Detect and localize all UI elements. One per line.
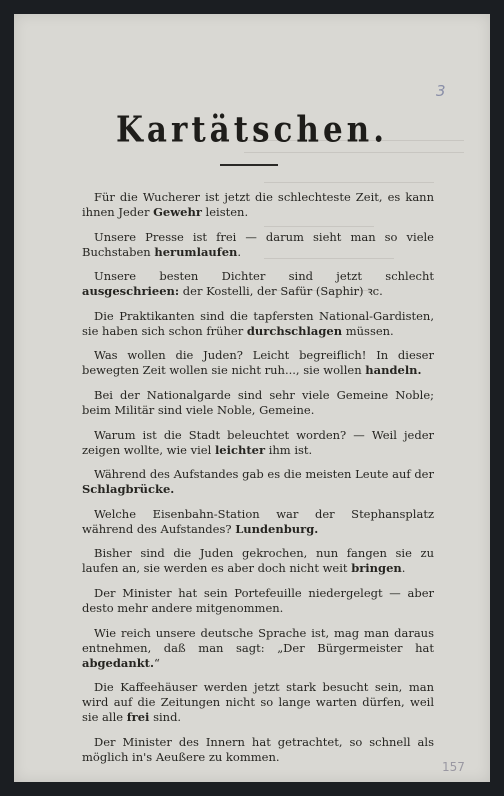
emphasized-word: durchschlagen <box>246 323 343 338</box>
paragraph-text: der Kostelli, der Safür (Saphir) ꝛc. <box>179 284 383 299</box>
emphasized-word: leichter <box>214 442 266 457</box>
epigram-paragraph <box>82 735 434 765</box>
paragraph-text: . <box>237 244 242 259</box>
paragraph-text: Der Minister des Innern hat getrachtet, so schnell als möglich in's Aeußere zu kommen. <box>82 734 434 764</box>
title-rule <box>220 164 278 166</box>
epigram-paragraph <box>82 269 434 299</box>
bleed-through-line <box>244 152 464 153</box>
document-sheet <box>14 14 490 782</box>
paragraph-text: Die Kaffeehäuser werden jetzt stark besucht sein, man wird auf die Zeitungen nicht so lange warten dürfen, weil sie alle <box>82 680 434 725</box>
paragraph-text: Bei der Nationalgarde sind sehr viele Gemeine Noble; beim Militär sind viele Noble, Gemeine. <box>82 387 434 417</box>
paragraph-text: “ <box>154 655 160 670</box>
paragraph-text: leisten. <box>201 205 249 219</box>
paragraph-text: Die Praktikanten sind die tapfersten National-Gardisten, sie haben sich schon früher <box>82 308 434 338</box>
epigram-paragraph <box>82 309 434 339</box>
epigram-paragraph <box>82 230 434 260</box>
emphasized-word: herumlaufen <box>154 244 238 259</box>
epigram-list <box>82 190 434 774</box>
emphasized-word: frei <box>126 710 150 725</box>
epigram-paragraph <box>82 467 434 497</box>
paragraph-text: ihm ist. <box>265 442 313 457</box>
archive-pencil-mark: 3 <box>436 82 446 100</box>
emphasized-word: Lundenburg. <box>235 521 319 536</box>
epigram-paragraph <box>82 428 434 458</box>
archive-corner-number: 157 <box>442 760 465 774</box>
emphasized-word: bringen <box>351 561 402 576</box>
paragraph-text: Der Minister hat sein Portefeuille niedergelegt — aber desto mehr andere mitgenommen. <box>82 585 434 615</box>
faded-imprint <box>14 727 490 736</box>
paragraph-text: sind. <box>149 710 182 725</box>
epigram-paragraph <box>82 586 434 616</box>
paragraph-text: Unsere Presse ist frei — darum sieht man so viele Buchstaben <box>82 229 434 259</box>
paragraph-text: Was wollen die Juden? Leicht begreiflich! In dieser bewegten Zeit wollen sie nicht ruh..., sie wollen <box>82 348 434 378</box>
epigram-paragraph <box>82 388 434 418</box>
paragraph-text: Warum ist die Stadt beleuchtet worden? — Weil jeder zeigen wollte, wie viel <box>82 427 434 457</box>
epigram-paragraph <box>82 626 434 671</box>
paragraph-text: Wie reich unsere deutsche Sprache ist, mag man daraus entnehmen, daß man sagt: „Der Bürgermeister hat <box>82 625 434 655</box>
epigram-paragraph <box>82 680 434 725</box>
document-title: Kartätschen. <box>115 109 388 151</box>
paragraph-text: Für die Wucherer ist jetzt die schlechteste Zeit, es kann ihnen Jeder <box>82 190 434 219</box>
paragraph-text: . <box>401 561 406 576</box>
emphasized-word: Gewehr <box>153 205 202 219</box>
paragraph-text: Während des Aufstandes gab es die meisten Leute auf der <box>94 467 434 482</box>
paragraph-text: Welche Eisenbahn-Station war der Stephansplatz während des Aufstandes? <box>82 506 434 536</box>
paragraph-text: müssen. <box>342 323 394 338</box>
paragraph-text: Bisher sind die Juden gekrochen, nun fangen sie zu laufen an, sie werden es aber doch nicht weit <box>82 546 434 576</box>
epigram-paragraph <box>82 546 434 576</box>
epigram-paragraph <box>82 190 434 220</box>
bleed-through-line <box>264 182 434 183</box>
epigram-paragraph <box>82 507 434 537</box>
epigram-paragraph <box>82 348 434 378</box>
emphasized-word: ausgeschrieen: <box>82 284 180 299</box>
emphasized-word: handeln. <box>365 363 422 378</box>
paragraph-text: Unsere besten Dichter sind jetzt schlecht <box>94 269 434 284</box>
emphasized-word: Schlagbrücke. <box>82 482 175 497</box>
emphasized-word: abgedankt. <box>82 655 154 670</box>
